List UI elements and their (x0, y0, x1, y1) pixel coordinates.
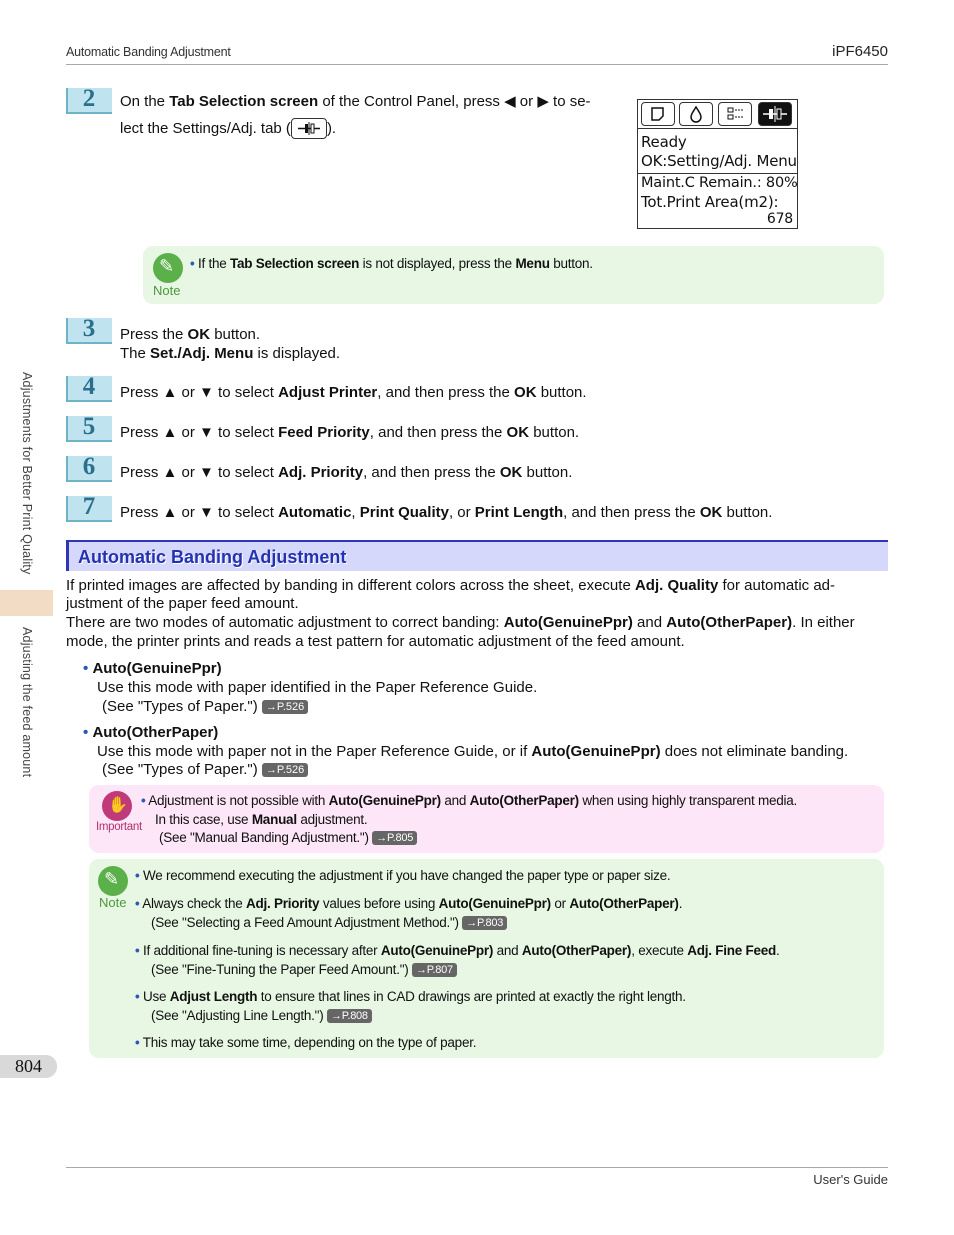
section-heading: Automatic Banding Adjustment (66, 540, 888, 571)
note-box (89, 859, 884, 1058)
page-ref-link[interactable]: →P.803 (462, 916, 507, 930)
intro-line-4: mode, the printer prints and reads a test pattern for automatic adjustment of the feed amount. (66, 633, 685, 650)
step-text: On the Tab Selection screen of the Control Panel, press ◀ or ▶ to se- lect the Settings/Adj. tab ( ). (120, 93, 591, 137)
step-number-badge: 7 (66, 496, 112, 522)
note-item: • Use Adjust Length to ensure that lines in CAD drawings are printed at exactly the right length. (135, 989, 686, 1004)
page-ref-link[interactable]: →P.526 (262, 700, 308, 714)
media-tab-icon (641, 102, 675, 126)
lcd-line-5: 678 (766, 211, 793, 227)
note-see-ref: (See "Selecting a Feed Amount Adjustment Method.") →P.803 (151, 914, 507, 931)
step-text: Press ▲ or ▼ to select Automatic, Print Quality, or Print Length, and then press the OK button. (120, 504, 773, 521)
intro-line-3: There are two modes of automatic adjustment to correct banding: Auto(GenuinePpr) and Auto(OtherPaper). In either (66, 614, 855, 631)
note-see-ref: (See "Adjusting Line Length.") →P.808 (151, 1007, 372, 1024)
lcd-tab-bar (638, 100, 797, 129)
page-ref-link[interactable]: →P.805 (372, 831, 417, 845)
important-label: Important (96, 821, 142, 833)
note-label: Note (153, 283, 181, 298)
important-item-line2: In this case, use Manual adjustment. (155, 812, 368, 827)
note-see-ref: (See "Fine-Tuning the Paper Feed Amount.") →P.807 (151, 961, 457, 978)
note-item: • If additional fine-tuning is necessary after Auto(GenuinePpr) and Auto(OtherPaper), execute Adj. Fine Feed. (135, 943, 780, 958)
side-tab-section[interactable]: Adjusting the feed amount (20, 627, 34, 778)
important-hand-icon (102, 791, 132, 821)
left-arrow-icon: ◀ (504, 93, 516, 110)
note-item: • This may take some time, depending on the type of paper. (135, 1035, 477, 1050)
page-ref-link[interactable]: →P.807 (412, 963, 457, 977)
note-item: • We recommend executing the adjustment if you have changed the paper type or paper size. (135, 868, 671, 883)
settings-adj-tab-icon (291, 118, 327, 139)
mode-desc: Use this mode with paper identified in the Paper Reference Guide. (97, 679, 538, 696)
step-number-badge: 5 (66, 416, 112, 442)
right-arrow-icon: ▶ (537, 93, 549, 110)
important-item: • Adjustment is not possible with Auto(GenuinePpr) and Auto(OtherPaper) when using highly transparent media. (141, 793, 798, 808)
settings-tab-icon (758, 102, 792, 126)
ink-tab-icon (679, 102, 713, 126)
page-ref-link[interactable]: →P.808 (327, 1009, 372, 1023)
side-tab-chapter[interactable]: Adjustments for Better Print Quality (20, 372, 34, 575)
lcd-line-2: OK:Setting/Adj. Menu (641, 152, 797, 170)
lcd-line-4: Tot.Print Area(m2): (641, 193, 779, 211)
mode-see-ref: (See "Types of Paper.") →P.526 (102, 697, 308, 716)
intro-line-2: justment of the paper feed amount. (66, 595, 299, 612)
control-panel-display (637, 99, 798, 229)
step-text: Press ▲ or ▼ to select Adj. Priority, and then press the OK button. (120, 464, 573, 481)
job-tab-icon (718, 102, 752, 126)
note-pencil-icon (98, 866, 128, 896)
lcd-line-1: Ready (641, 133, 687, 151)
step-text: Press ▲ or ▼ to select Adjust Printer, and then press the OK button. (120, 384, 587, 401)
step-number-badge: 4 (66, 376, 112, 402)
step-text: Press the OK button. The Set./Adj. Menu is displayed. (120, 326, 341, 362)
intro-line-1: If printed images are affected by banding in different colors across the sheet, execute Adj. Quality for automatic ad- (66, 577, 836, 594)
note-item: • If the Tab Selection screen is not displayed, press the Menu button. (190, 256, 593, 271)
mode-title: • Auto(GenuinePpr) (83, 660, 222, 677)
important-see-ref: (See "Manual Banding Adjustment.") →P.805 (159, 829, 417, 846)
step-number-badge: 6 (66, 456, 112, 482)
footer-guide-title: User's Guide (813, 1172, 888, 1187)
note-box (143, 246, 884, 304)
lcd-line-3: Maint.C Remain.: 80% (641, 175, 798, 191)
step-number-badge: 3 (66, 318, 112, 344)
running-header-title: Automatic Banding Adjustment (66, 45, 231, 59)
page-number: 804 (0, 1055, 57, 1078)
lcd-divider (638, 173, 797, 174)
header-rule (66, 64, 888, 65)
footer-rule (66, 1167, 888, 1168)
mode-desc: Use this mode with paper not in the Paper Reference Guide, or if Auto(GenuinePpr) does not eliminate banding. (97, 743, 849, 760)
mode-see-ref: (See "Types of Paper.") →P.526 (102, 760, 308, 779)
note-item: • Always check the Adj. Priority values before using Auto(GenuinePpr) or Auto(OtherPaper). (135, 896, 683, 911)
page-ref-link[interactable]: →P.526 (262, 763, 308, 777)
important-box (89, 785, 884, 853)
running-header-model: iPF6450 (832, 43, 888, 60)
note-label: Note (99, 895, 127, 910)
mode-title: • Auto(OtherPaper) (83, 724, 219, 741)
side-tab-marker (0, 590, 53, 616)
step-number-badge: 2 (66, 88, 112, 114)
step-text: Press ▲ or ▼ to select Feed Priority, and then press the OK button. (120, 424, 580, 441)
note-pencil-icon (153, 253, 183, 283)
